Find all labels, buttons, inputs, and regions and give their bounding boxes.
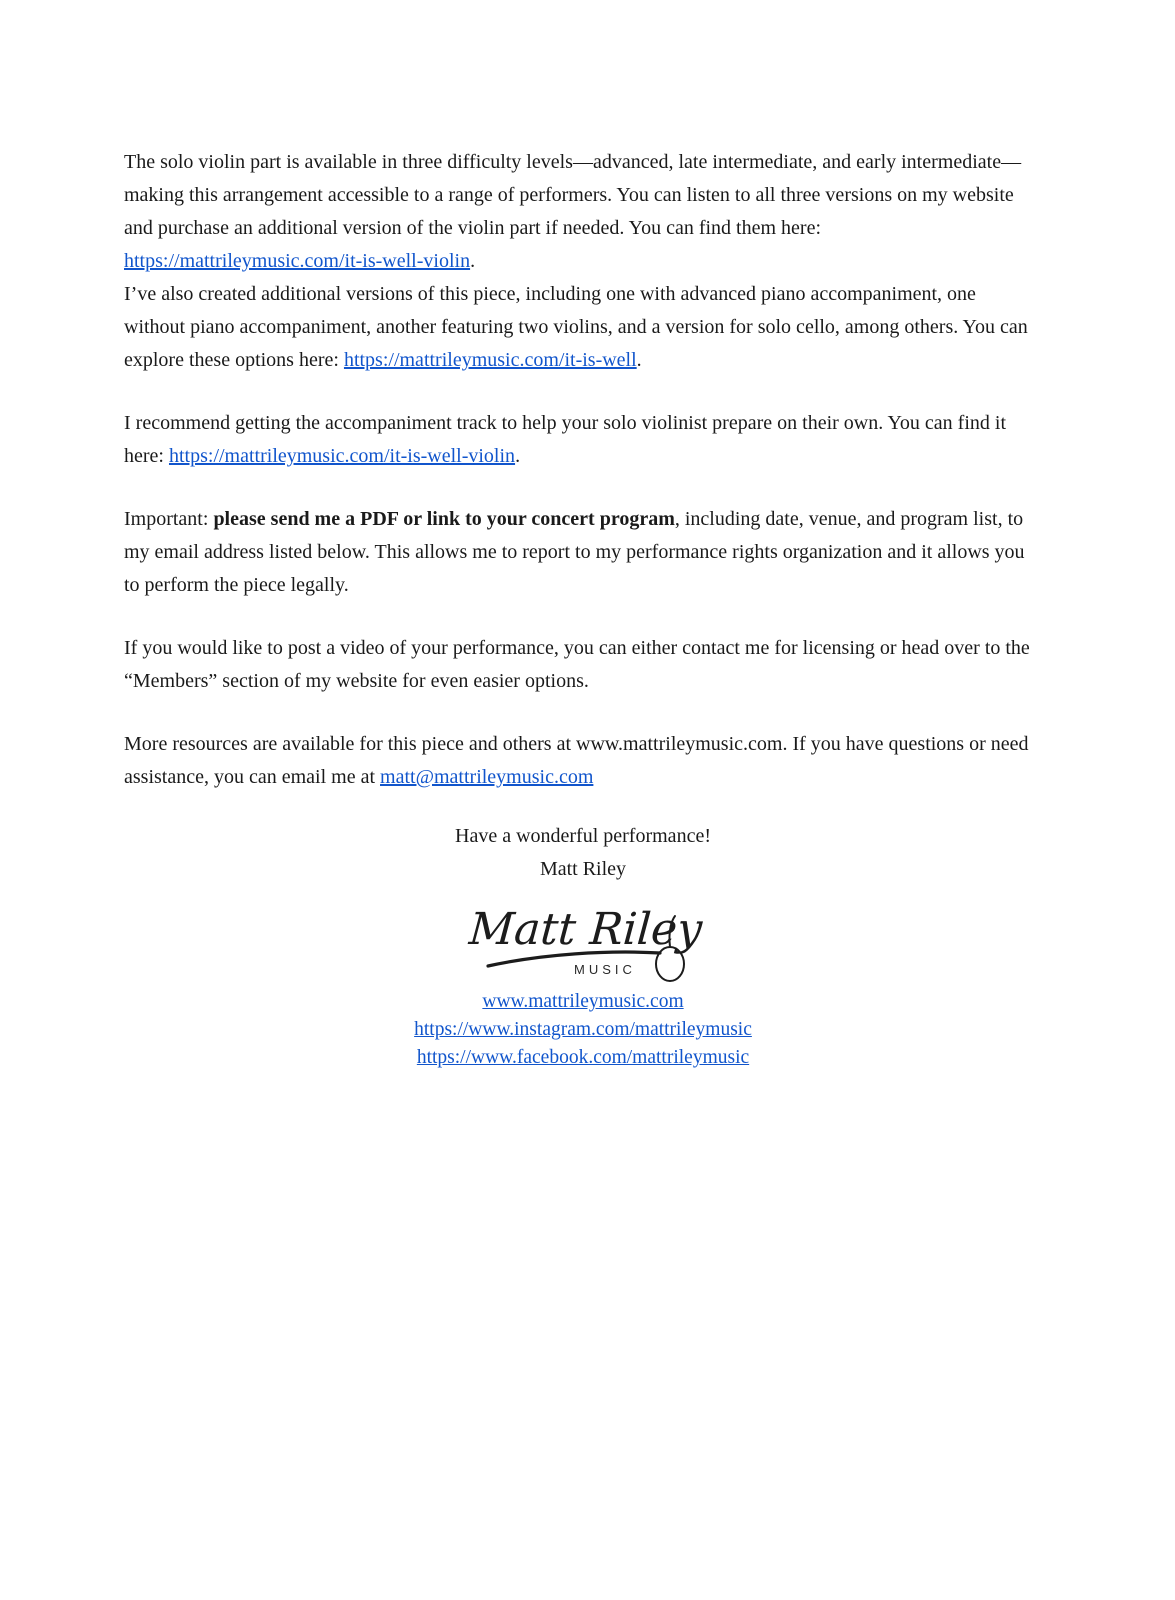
footer-link-row bbox=[124, 988, 1042, 1016]
paragraph-text: I recommend getting the accompaniment track to help your solo violinist prepare on their own. You can find it here: bbox=[124, 412, 1007, 467]
link-it-is-well-violin-2[interactable]: https://mattrileymusic.com/it-is-well-violin bbox=[168, 445, 516, 467]
bold-send-program-text: please send me a PDF or link to your concert program bbox=[213, 508, 675, 530]
paragraph-text: . bbox=[636, 349, 642, 371]
footer-link-row bbox=[124, 1044, 1042, 1072]
signature-name-text: Matt Riley bbox=[467, 904, 704, 955]
footer-links bbox=[124, 988, 1042, 1072]
paragraph-difficulty-levels bbox=[124, 146, 1042, 278]
footer-link-row bbox=[124, 1016, 1042, 1044]
paragraph-important-program bbox=[124, 503, 1042, 602]
closing-wish-text: Have a wonderful performance! bbox=[455, 825, 711, 847]
link-it-is-well-violin[interactable]: https://mattrileymusic.com/it-is-well-violin bbox=[124, 250, 471, 272]
paragraph-video-licensing bbox=[124, 632, 1042, 698]
signature-logo bbox=[453, 890, 713, 986]
paragraph-text: , including date, venue, and program list, to my email address listed below. This allows me to report to my performance rights organization and it allows you to perform the piece legally. bbox=[124, 508, 1025, 596]
paragraph-text: If you would like to post a video of your performance, you can either contact me for licensing or head over to the “Members” section of my website for even easier options. bbox=[124, 637, 1030, 692]
link-facebook[interactable]: https://www.facebook.com/mattrileymusic bbox=[416, 1047, 750, 1068]
signature-image bbox=[458, 890, 708, 986]
paragraph-more-resources bbox=[124, 728, 1042, 794]
paragraph-text: More resources are available for this piece and others at www.mattrileymusic.com. If you have questions or need assistance, you can email me at bbox=[124, 733, 1029, 788]
paragraph-text: Important: bbox=[124, 508, 214, 530]
document-content bbox=[124, 146, 1042, 1072]
link-it-is-well[interactable]: https://mattrileymusic.com/it-is-well bbox=[343, 349, 637, 371]
paragraph-text: The solo violin part is available in three difficulty levels—advanced, late intermediate, and early intermediate—making this arrangement accessible to a range of performers. You can listen to all three versions on my website and purchase an additional version of the violin part if needed. You can find them here: bbox=[124, 151, 1022, 239]
closing-block bbox=[124, 820, 1042, 886]
paragraph-additional-versions bbox=[124, 278, 1042, 377]
paragraph-text: . bbox=[515, 445, 521, 467]
link-instagram[interactable]: https://www.instagram.com/mattrileymusic bbox=[414, 1019, 752, 1040]
closing-name-text: Matt Riley bbox=[539, 858, 627, 880]
paragraph-text: I’ve also created additional versions of this piece, including one with advanced piano accompaniment, one without piano accompaniment, another featuring two violins, and a version for solo cello, among others. You can explore these options here: bbox=[124, 283, 1028, 371]
paragraph-text: . bbox=[470, 250, 476, 272]
paragraph-accompaniment-track bbox=[124, 407, 1042, 473]
link-email[interactable]: matt@mattrileymusic.com bbox=[380, 766, 594, 788]
link-website[interactable]: www.mattrileymusic.com bbox=[482, 991, 684, 1012]
signature-music-text: MUSIC bbox=[574, 962, 636, 977]
